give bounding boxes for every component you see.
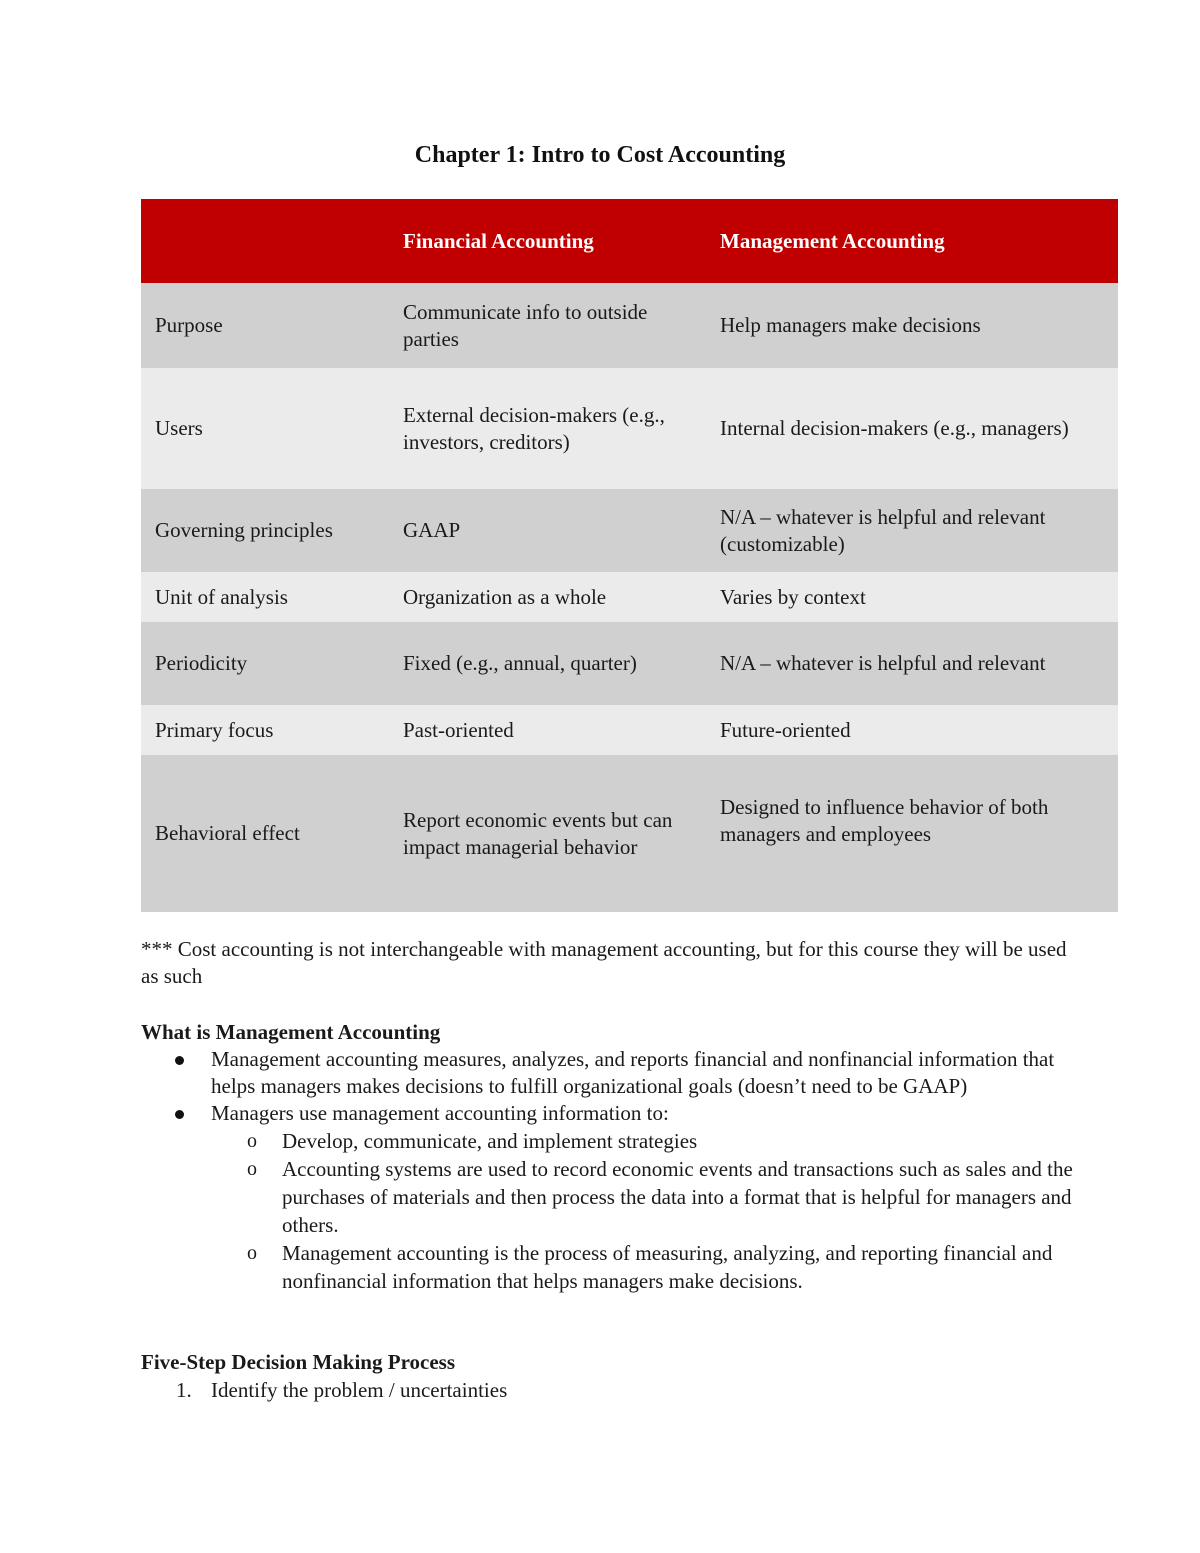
header-management-accounting: Management Accounting <box>720 228 945 253</box>
hollow-bullet-icon: o <box>247 1242 257 1264</box>
sub-list-item-text: Management accounting is the process of measuring, analyzing, and reporting financial and nonfinancial information that helps managers make decisions. <box>282 1241 1053 1293</box>
header-financial-accounting: Financial Accounting <box>403 228 594 253</box>
management-cell: Designed to influence behavior of both managers and employees <box>720 794 1049 846</box>
list-item <box>141 1100 1081 1295</box>
row-label: Behavioral effect <box>155 821 300 845</box>
decision-steps-list <box>141 1377 1081 1404</box>
management-cell: N/A – whatever is helpful and relevant (customizable) <box>720 504 1046 556</box>
financial-cell: Organization as a whole <box>403 584 607 609</box>
table-row-behavioral-effect <box>141 755 1118 912</box>
management-cell: N/A – whatever is helpful and relevant <box>720 651 1046 675</box>
row-label: Unit of analysis <box>155 584 288 609</box>
note-text: *** Cost accounting is not interchangeable with management accounting, but for this course they will be used as such <box>141 937 1067 988</box>
table-row-periodicity <box>141 622 1118 705</box>
step-text: Identify the problem / uncertainties <box>211 1378 508 1402</box>
table-row-governing-principles <box>141 489 1118 572</box>
comparison-table <box>141 199 1118 912</box>
financial-cell: Past-oriented <box>403 717 514 742</box>
table-row-purpose <box>141 283 1118 368</box>
financial-cell: Communicate info to outside parties <box>403 299 648 351</box>
sub-list-item <box>211 1127 1081 1155</box>
sub-list-item-text: Accounting systems are used to record economic events and transactions such as sales and the purchases of materials and then process the data into a format that is helpful for managers and others. <box>282 1157 1073 1237</box>
page-title: Chapter 1: Intro to Cost Accounting <box>414 142 786 168</box>
bullet-icon <box>175 1056 184 1065</box>
management-cell: Varies by context <box>720 584 866 609</box>
financial-cell: Report economic events but can impact managerial behavior <box>403 807 673 859</box>
management-cell: Help managers make decisions <box>720 313 981 337</box>
hollow-bullet-icon: o <box>247 1130 257 1152</box>
table-row-users <box>141 368 1118 489</box>
financial-cell: GAAP <box>403 518 461 542</box>
row-label: Governing principles <box>155 518 333 542</box>
row-label: Periodicity <box>155 651 248 675</box>
management-accounting-list <box>141 1046 1081 1295</box>
sub-list-item <box>211 1155 1081 1239</box>
step-number: 1. <box>176 1378 192 1402</box>
sub-list-item <box>211 1239 1081 1295</box>
header-cell-empty <box>141 199 389 283</box>
table-row-unit-of-analysis <box>141 572 1118 622</box>
step-item <box>141 1377 1081 1404</box>
financial-cell: Fixed (e.g., annual, quarter) <box>403 651 637 675</box>
sub-list <box>211 1127 1081 1295</box>
list-item <box>141 1046 1081 1100</box>
management-cell: Internal decision-makers (e.g., managers) <box>720 416 1069 440</box>
list-item-text: Management accounting measures, analyzes, and reports financial and nonfinancial information that helps managers makes decisions to fulfill organizational goals (doesn’t need to be GAAP) <box>211 1047 1055 1098</box>
table-header-row <box>141 199 1118 283</box>
hollow-bullet-icon: o <box>247 1158 257 1180</box>
row-label: Users <box>155 416 203 440</box>
section-heading-decision-process: Five-Step Decision Making Process <box>141 1350 455 1374</box>
list-item-text: Managers use management accounting information to: <box>211 1101 669 1125</box>
sub-list-item-text: Develop, communicate, and implement strategies <box>282 1129 698 1153</box>
bullet-icon <box>175 1110 184 1119</box>
table-row-primary-focus <box>141 705 1118 755</box>
financial-cell: External decision-makers (e.g., investors, creditors) <box>403 402 665 454</box>
row-label: Purpose <box>155 313 223 337</box>
management-cell: Future-oriented <box>720 717 851 742</box>
row-label: Primary focus <box>155 717 274 742</box>
section-heading-management-accounting: What is Management Accounting <box>141 1020 441 1044</box>
